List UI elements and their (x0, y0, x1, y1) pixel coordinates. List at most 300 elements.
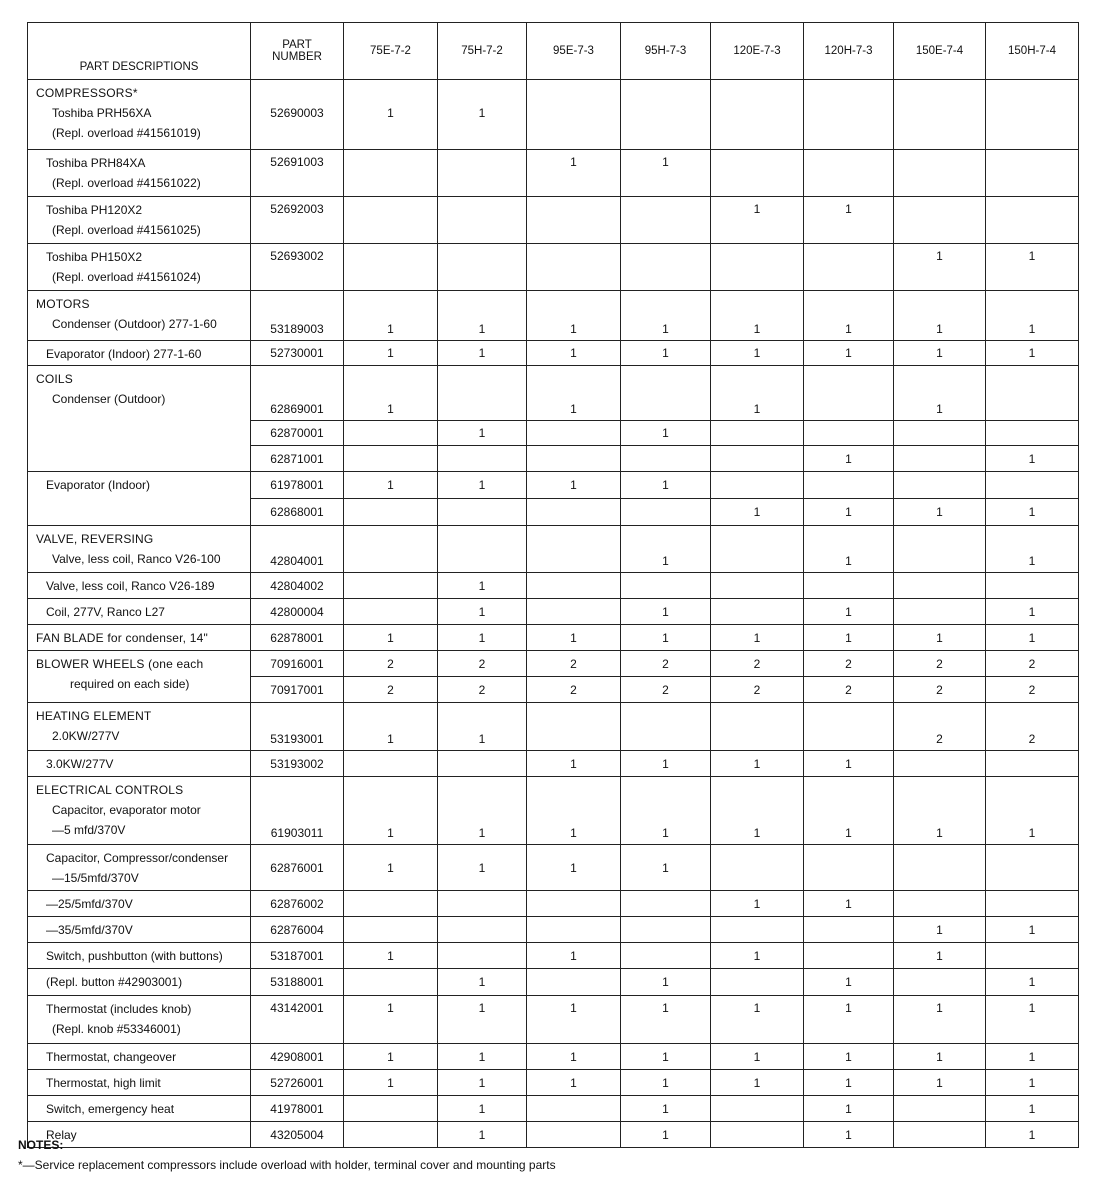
quantity-cell: 1 (711, 943, 804, 969)
quantity-cell: 1 (711, 499, 804, 526)
quantity-cell (621, 244, 711, 291)
quantity-cell: 1 (527, 150, 621, 197)
quantity-cell (894, 599, 986, 625)
quantity-cell: 1 (527, 472, 621, 499)
quantity-cell (344, 499, 438, 526)
quantity-cell: 1 (986, 917, 1079, 943)
header-model: 75H-7-2 (438, 23, 527, 80)
description-line: Coil, 277V, Ranco L27 (46, 605, 165, 619)
table-row (28, 526, 1079, 573)
quantity-cell: 1 (711, 996, 804, 1044)
quantity-cell (438, 917, 527, 943)
quantity-cell: 1 (527, 751, 621, 777)
table-row (28, 244, 1079, 291)
quantity-cell: 1 (894, 943, 986, 969)
quantity-cell: 1 (804, 526, 894, 573)
part-number-cell: 53193001 (251, 703, 344, 751)
quantity-cell (986, 845, 1079, 891)
quantity-cell: 1 (804, 1070, 894, 1096)
quantity-cell: 2 (711, 651, 804, 677)
description-line: Thermostat (includes knob) (46, 1002, 192, 1016)
category-label: VALVE, REVERSING (36, 532, 154, 546)
quantity-cell (986, 421, 1079, 446)
part-description-cell (28, 917, 251, 943)
table-row (28, 341, 1079, 366)
quantity-cell: 1 (621, 341, 711, 366)
quantity-cell (438, 197, 527, 244)
part-number-cell: 53189003 (251, 291, 344, 341)
quantity-cell (527, 891, 621, 917)
table-row (28, 1044, 1079, 1070)
quantity-cell (527, 703, 621, 751)
quantity-cell: 1 (527, 996, 621, 1044)
description-line: (Repl. knob #53346001) (52, 1022, 181, 1036)
quantity-cell: 1 (711, 751, 804, 777)
quantity-cell: 1 (804, 341, 894, 366)
quantity-cell: 2 (711, 677, 804, 703)
description-line: 3.0KW/277V (46, 757, 114, 771)
quantity-cell (438, 526, 527, 573)
quantity-cell: 1 (986, 969, 1079, 996)
quantity-cell: 1 (986, 1096, 1079, 1122)
quantity-cell: 1 (621, 969, 711, 996)
quantity-cell: 1 (986, 996, 1079, 1044)
quantity-cell: 1 (711, 1044, 804, 1070)
quantity-cell: 1 (438, 969, 527, 996)
quantity-cell: 1 (986, 599, 1079, 625)
description-line: Toshiba PRH84XA (46, 156, 146, 170)
quantity-cell (986, 943, 1079, 969)
table-row (28, 197, 1079, 244)
quantity-cell (986, 150, 1079, 197)
table-row (28, 150, 1079, 197)
quantity-cell (986, 366, 1079, 421)
quantity-cell: 1 (711, 291, 804, 341)
quantity-cell: 1 (344, 1044, 438, 1070)
description-line: required on each side) (70, 677, 190, 691)
quantity-cell: 1 (438, 703, 527, 751)
table-row (28, 625, 1079, 651)
part-description-cell (28, 777, 251, 845)
quantity-cell (711, 446, 804, 472)
part-description-cell (28, 472, 251, 526)
quantity-cell (621, 943, 711, 969)
quantity-cell (438, 244, 527, 291)
quantity-cell: 2 (986, 677, 1079, 703)
part-description-cell (28, 1096, 251, 1122)
quantity-cell: 1 (527, 366, 621, 421)
quantity-cell: 1 (344, 341, 438, 366)
part-description-cell (28, 996, 251, 1044)
table-row (28, 777, 1079, 845)
quantity-cell (711, 421, 804, 446)
quantity-cell (527, 599, 621, 625)
description-line: Switch, emergency heat (46, 1102, 175, 1116)
description-line: Relay (46, 1128, 77, 1142)
part-description-cell (28, 526, 251, 573)
quantity-cell: 1 (438, 777, 527, 845)
part-number-cell: 42804002 (251, 573, 344, 599)
quantity-cell (711, 150, 804, 197)
quantity-cell (527, 917, 621, 943)
part-number-cell: 62869001 (251, 366, 344, 421)
header-model: 75E-7-2 (344, 23, 438, 80)
part-description-cell (28, 1044, 251, 1070)
category-label: MOTORS (36, 297, 90, 311)
part-number-cell: 52691003 (251, 150, 344, 197)
quantity-cell: 2 (804, 677, 894, 703)
description-line: Valve, less coil, Ranco V26-189 (46, 579, 215, 593)
quantity-cell: 1 (344, 845, 438, 891)
quantity-cell: 1 (621, 845, 711, 891)
description-line: Toshiba PH150X2 (46, 250, 143, 264)
part-number-cell: 43205004 (251, 1122, 344, 1148)
quantity-cell: 1 (527, 777, 621, 845)
quantity-cell: 1 (894, 1044, 986, 1070)
quantity-cell: 1 (804, 291, 894, 341)
quantity-cell (621, 891, 711, 917)
part-description-cell (28, 197, 251, 244)
parts-table-container (27, 22, 1079, 1148)
quantity-cell: 1 (986, 446, 1079, 472)
quantity-cell: 1 (621, 291, 711, 341)
quantity-cell: 1 (527, 291, 621, 341)
quantity-cell (344, 969, 438, 996)
part-number-cell: 53188001 (251, 969, 344, 996)
quantity-cell (804, 845, 894, 891)
quantity-cell: 1 (621, 751, 711, 777)
part-number-cell: 53193002 (251, 751, 344, 777)
part-number-cell: 53187001 (251, 943, 344, 969)
part-description-cell (28, 150, 251, 197)
quantity-cell (527, 80, 621, 150)
quantity-cell (621, 446, 711, 472)
quantity-cell: 1 (711, 891, 804, 917)
description-line: (Repl. overload #41561019) (52, 126, 201, 140)
quantity-cell: 1 (527, 1044, 621, 1070)
quantity-cell: 1 (344, 366, 438, 421)
table-row (28, 80, 1079, 150)
quantity-cell (711, 599, 804, 625)
quantity-cell: 1 (344, 291, 438, 341)
quantity-cell (711, 472, 804, 499)
quantity-cell: 1 (438, 341, 527, 366)
description-line: Capacitor, evaporator motor (52, 803, 201, 817)
part-number-cell: 43142001 (251, 996, 344, 1044)
part-number-cell: 42908001 (251, 1044, 344, 1070)
quantity-cell (527, 244, 621, 291)
description-line: —15/5mfd/370V (52, 871, 139, 885)
quantity-cell: 1 (344, 1070, 438, 1096)
quantity-cell: 2 (621, 651, 711, 677)
header-model: 95H-7-3 (621, 23, 711, 80)
part-description-cell (28, 244, 251, 291)
quantity-cell: 1 (621, 1122, 711, 1148)
quantity-cell (804, 421, 894, 446)
description-line: Switch, pushbutton (with buttons) (46, 949, 223, 963)
quantity-cell (527, 446, 621, 472)
quantity-cell: 1 (438, 1096, 527, 1122)
quantity-cell: 1 (527, 1070, 621, 1096)
quantity-cell (986, 80, 1079, 150)
quantity-cell (527, 499, 621, 526)
quantity-cell (804, 366, 894, 421)
quantity-cell (711, 526, 804, 573)
quantity-cell: 1 (527, 341, 621, 366)
quantity-cell: 1 (894, 291, 986, 341)
quantity-cell: 1 (804, 197, 894, 244)
quantity-cell: 1 (986, 625, 1079, 651)
description-line: —35/5mfd/370V (46, 923, 133, 937)
quantity-cell (894, 845, 986, 891)
part-description-cell (28, 80, 251, 150)
description-line: (Repl. button #42903001) (46, 975, 183, 989)
quantity-cell: 1 (804, 891, 894, 917)
table-body (28, 80, 1079, 1148)
quantity-cell (894, 891, 986, 917)
quantity-cell (621, 197, 711, 244)
quantity-cell: 1 (621, 150, 711, 197)
quantity-cell: 1 (621, 599, 711, 625)
quantity-cell (986, 891, 1079, 917)
quantity-cell: 1 (804, 751, 894, 777)
part-description-cell (28, 703, 251, 751)
quantity-cell (894, 1122, 986, 1148)
quantity-cell: 1 (894, 499, 986, 526)
quantity-cell: 1 (804, 996, 894, 1044)
description-line: Thermostat, changeover (46, 1050, 177, 1064)
quantity-cell: 1 (894, 917, 986, 943)
quantity-cell (894, 751, 986, 777)
quantity-cell: 1 (621, 526, 711, 573)
quantity-cell (711, 703, 804, 751)
table-row (28, 703, 1079, 751)
description-line: Thermostat, high limit (46, 1076, 161, 1090)
quantity-cell (894, 197, 986, 244)
quantity-cell: 1 (986, 777, 1079, 845)
quantity-cell (711, 573, 804, 599)
quantity-cell (344, 244, 438, 291)
part-description-cell (28, 599, 251, 625)
quantity-cell (711, 1096, 804, 1122)
table-row (28, 943, 1079, 969)
description-line: Toshiba PH120X2 (46, 203, 143, 217)
quantity-cell: 1 (621, 472, 711, 499)
part-number-cell: 62871001 (251, 446, 344, 472)
part-number-cell: 70916001 (251, 651, 344, 677)
description-line: —5 mfd/370V (52, 823, 126, 837)
quantity-cell (804, 472, 894, 499)
quantity-cell: 1 (344, 943, 438, 969)
quantity-cell: 1 (986, 1122, 1079, 1148)
quantity-cell (344, 573, 438, 599)
quantity-cell (894, 421, 986, 446)
quantity-cell (986, 573, 1079, 599)
part-number-cell: 52726001 (251, 1070, 344, 1096)
quantity-cell (621, 703, 711, 751)
description-line: —25/5mfd/370V (46, 897, 133, 911)
quantity-cell (804, 943, 894, 969)
quantity-cell (711, 917, 804, 943)
table-row (28, 651, 1079, 677)
header-model: 120H-7-3 (804, 23, 894, 80)
part-number-cell: 61978001 (251, 472, 344, 499)
quantity-cell (438, 150, 527, 197)
part-description-cell (28, 943, 251, 969)
quantity-cell: 1 (804, 599, 894, 625)
quantity-cell (344, 197, 438, 244)
part-description-cell (28, 1070, 251, 1096)
quantity-cell: 1 (894, 1070, 986, 1096)
notes-section (18, 1138, 556, 1172)
header-model: 150E-7-4 (894, 23, 986, 80)
description-line: Toshiba PRH56XA (52, 106, 152, 120)
quantity-cell (344, 446, 438, 472)
part-number-cell: 62876001 (251, 845, 344, 891)
quantity-cell: 1 (621, 421, 711, 446)
part-number-cell: 62876002 (251, 891, 344, 917)
quantity-cell: 2 (804, 651, 894, 677)
description-line: (Repl. overload #41561024) (52, 270, 201, 284)
quantity-cell: 1 (986, 499, 1079, 526)
table-row (28, 969, 1079, 996)
quantity-cell (894, 969, 986, 996)
quantity-cell (438, 446, 527, 472)
quantity-cell (711, 845, 804, 891)
part-description-cell (28, 651, 251, 703)
table-row (28, 1096, 1079, 1122)
quantity-cell (986, 197, 1079, 244)
quantity-cell (527, 197, 621, 244)
part-number-cell: 62878001 (251, 625, 344, 651)
quantity-cell (438, 499, 527, 526)
quantity-cell (894, 472, 986, 499)
quantity-cell (804, 150, 894, 197)
table-row (28, 891, 1079, 917)
table-row (28, 917, 1079, 943)
quantity-cell (344, 751, 438, 777)
quantity-cell (527, 421, 621, 446)
quantity-cell: 1 (438, 573, 527, 599)
quantity-cell (527, 969, 621, 996)
quantity-cell: 1 (986, 291, 1079, 341)
quantity-cell (621, 917, 711, 943)
part-number-cell: 62868001 (251, 499, 344, 526)
description-line: Valve, less coil, Ranco V26-100 (52, 552, 221, 566)
quantity-cell: 1 (894, 244, 986, 291)
quantity-cell: 1 (621, 996, 711, 1044)
description-line: Condenser (Outdoor) 277-1-60 (52, 317, 217, 331)
quantity-cell: 1 (894, 366, 986, 421)
quantity-cell (344, 421, 438, 446)
quantity-cell (621, 366, 711, 421)
quantity-cell (527, 1096, 621, 1122)
category-label: FAN BLADE for condenser, 14" (36, 631, 208, 645)
part-number-cell: 52690003 (251, 80, 344, 150)
quantity-cell (621, 80, 711, 150)
quantity-cell: 1 (438, 291, 527, 341)
quantity-cell: 1 (894, 625, 986, 651)
quantity-cell: 2 (527, 651, 621, 677)
quantity-cell (527, 573, 621, 599)
quantity-cell: 1 (438, 421, 527, 446)
quantity-cell: 2 (894, 677, 986, 703)
quantity-cell (438, 751, 527, 777)
description-line: Evaporator (Indoor) (46, 478, 151, 492)
quantity-cell: 1 (804, 499, 894, 526)
quantity-cell: 1 (621, 1044, 711, 1070)
header-model: 120E-7-3 (711, 23, 804, 80)
part-description-cell (28, 573, 251, 599)
quantity-cell: 1 (621, 1096, 711, 1122)
part-number-cell: 52692003 (251, 197, 344, 244)
quantity-cell: 1 (711, 625, 804, 651)
quantity-cell: 1 (527, 625, 621, 651)
quantity-cell (894, 573, 986, 599)
quantity-cell: 1 (894, 996, 986, 1044)
quantity-cell (344, 891, 438, 917)
quantity-cell: 1 (986, 341, 1079, 366)
quantity-cell: 1 (894, 777, 986, 845)
quantity-cell: 2 (894, 651, 986, 677)
table-row (28, 472, 1079, 499)
header-row (28, 23, 1079, 80)
table-row (28, 996, 1079, 1044)
quantity-cell: 1 (344, 777, 438, 845)
part-description-cell (28, 341, 251, 366)
part-description-cell (28, 366, 251, 472)
quantity-cell (438, 366, 527, 421)
part-number-cell: 41978001 (251, 1096, 344, 1122)
description-line: Capacitor, Compressor/condenser (46, 851, 229, 865)
quantity-cell: 2 (894, 703, 986, 751)
quantity-cell (711, 80, 804, 150)
quantity-cell: 1 (711, 777, 804, 845)
quantity-cell: 1 (804, 777, 894, 845)
part-number-cell: 70917001 (251, 677, 344, 703)
category-label: BLOWER WHEELS (one each (36, 657, 204, 671)
quantity-cell: 1 (438, 996, 527, 1044)
description-line: Evaporator (Indoor) 277-1-60 (46, 347, 202, 361)
quantity-cell (804, 80, 894, 150)
part-description-cell (28, 751, 251, 777)
table-row (28, 573, 1079, 599)
table-row (28, 845, 1079, 891)
quantity-cell (894, 446, 986, 472)
quantity-cell (804, 703, 894, 751)
quantity-cell (438, 943, 527, 969)
category-label: HEATING ELEMENT (36, 709, 152, 723)
part-number-cell: 61903011 (251, 777, 344, 845)
quantity-cell (344, 150, 438, 197)
quantity-cell: 1 (804, 625, 894, 651)
quantity-cell: 1 (438, 599, 527, 625)
description-line: Condenser (Outdoor) (52, 392, 166, 406)
quantity-cell: 1 (986, 244, 1079, 291)
quantity-cell (344, 1096, 438, 1122)
quantity-cell: 1 (711, 366, 804, 421)
part-number-cell: 52693002 (251, 244, 344, 291)
header-part-number-line1: PART (282, 39, 312, 51)
description-line: 2.0KW/277V (52, 729, 120, 743)
part-description-cell (28, 845, 251, 891)
quantity-cell (894, 80, 986, 150)
quantity-cell (344, 526, 438, 573)
part-description-cell (28, 891, 251, 917)
table-row (28, 599, 1079, 625)
part-number-cell: 62876004 (251, 917, 344, 943)
quantity-cell (894, 526, 986, 573)
